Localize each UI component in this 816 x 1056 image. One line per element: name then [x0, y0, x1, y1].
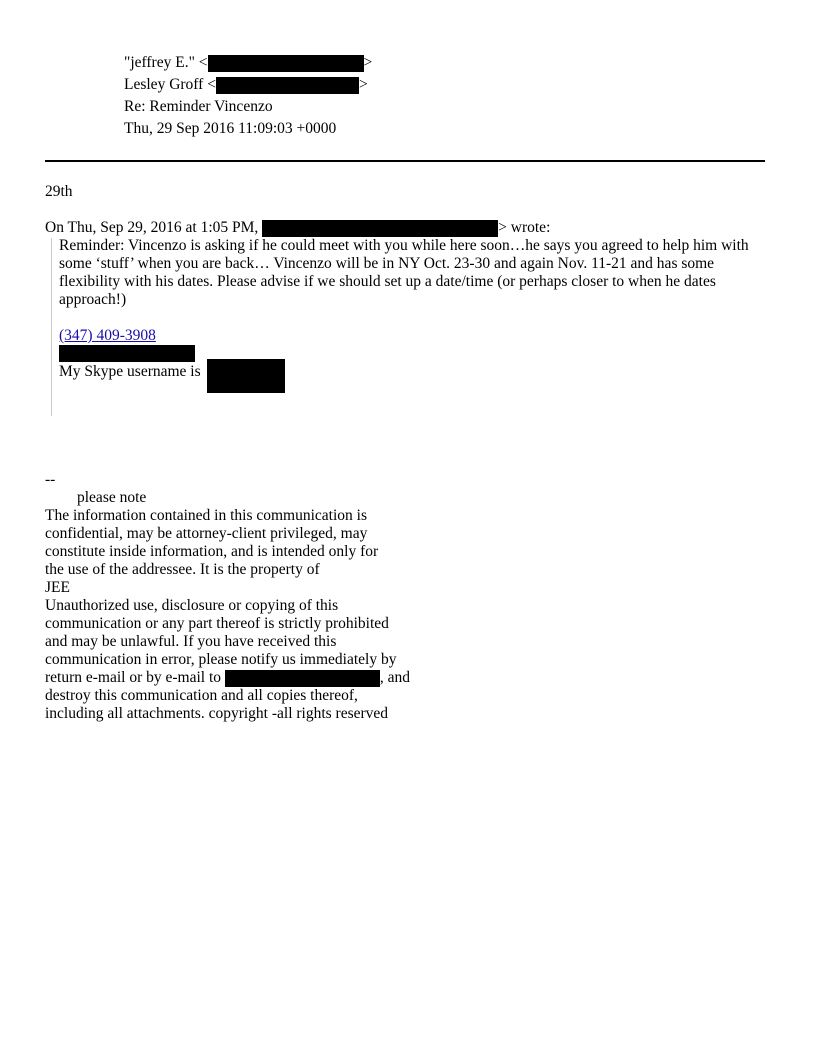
- header-divider: [45, 160, 765, 162]
- signature-note: please note: [77, 489, 147, 506]
- disclaimer-line-4: the use of the addressee. It is the property of: [45, 561, 320, 578]
- disclaimer-line-5: JEE: [45, 579, 70, 596]
- disclaimer-line-1: The information contained in this communication is: [45, 507, 367, 524]
- skype-text: My Skype username is: [59, 363, 201, 380]
- disclaimer-line-7: communication or any part thereof is strictly prohibited: [45, 615, 389, 632]
- return-suffix: , and: [379, 669, 411, 686]
- to-value: Lesley Groff <: [124, 76, 216, 93]
- quoted-paragraph: Reminder: Vincenzo is asking if he could meet with you while here soon…he says you agreed to help him with some ‘stuff’ when you are back… Vincenzo will be in NY Oct. 23-30 and again Nov. 11-21 and has some flexibility with his dates. Please advise if we should set up a date/time (or perhaps closer to when he dates approach!): [59, 237, 749, 308]
- reply-text: 29th: [45, 183, 73, 200]
- to-close: >: [358, 76, 368, 93]
- disclaimer-line-8: and may be unlawful. If you have received this: [45, 633, 337, 650]
- disclaimer-line-9: communication in error, please notify us immediately by: [45, 651, 397, 668]
- quote-attribution: [45, 219, 550, 237]
- from-value: "jeffrey E." <: [124, 54, 208, 71]
- disclaimer-line-12: including all attachments. copyright -all rights reserved: [45, 705, 389, 722]
- disclaimer-return-line: [45, 669, 410, 687]
- disclaimer-line-3: constitute inside information, and is intended only for: [45, 543, 379, 560]
- skype-line: [59, 363, 775, 381]
- redacted-to-email: [216, 77, 359, 94]
- signature-dashes: --: [45, 471, 56, 488]
- redacted-sender: [262, 220, 498, 237]
- disclaimer-line-11: destroy this communication and all copies thereof,: [45, 687, 358, 704]
- quote-bar: [51, 238, 52, 416]
- attribution-prefix: On Thu, Sep 29, 2016 at 1:05 PM,: [45, 219, 259, 236]
- redacted-skype-username: [207, 359, 285, 393]
- redacted-return-email: [225, 670, 380, 687]
- attribution-suffix: > wrote:: [498, 219, 551, 236]
- redacted-line: [59, 345, 195, 362]
- date-value: Thu, 29 Sep 2016 11:09:03 +0000: [124, 120, 337, 137]
- phone-link[interactable]: (347) 409-3908: [59, 327, 156, 344]
- redacted-from-email: [208, 55, 364, 72]
- disclaimer-line-6: Unauthorized use, disclosure or copying of this: [45, 597, 339, 614]
- from-close: >: [363, 54, 373, 71]
- subject-value: Re: Reminder Vincenzo: [124, 98, 273, 115]
- disclaimer-line-2: confidential, may be attorney-client privileged, may: [45, 525, 368, 542]
- return-prefix: return e-mail or by e-mail to: [45, 669, 222, 686]
